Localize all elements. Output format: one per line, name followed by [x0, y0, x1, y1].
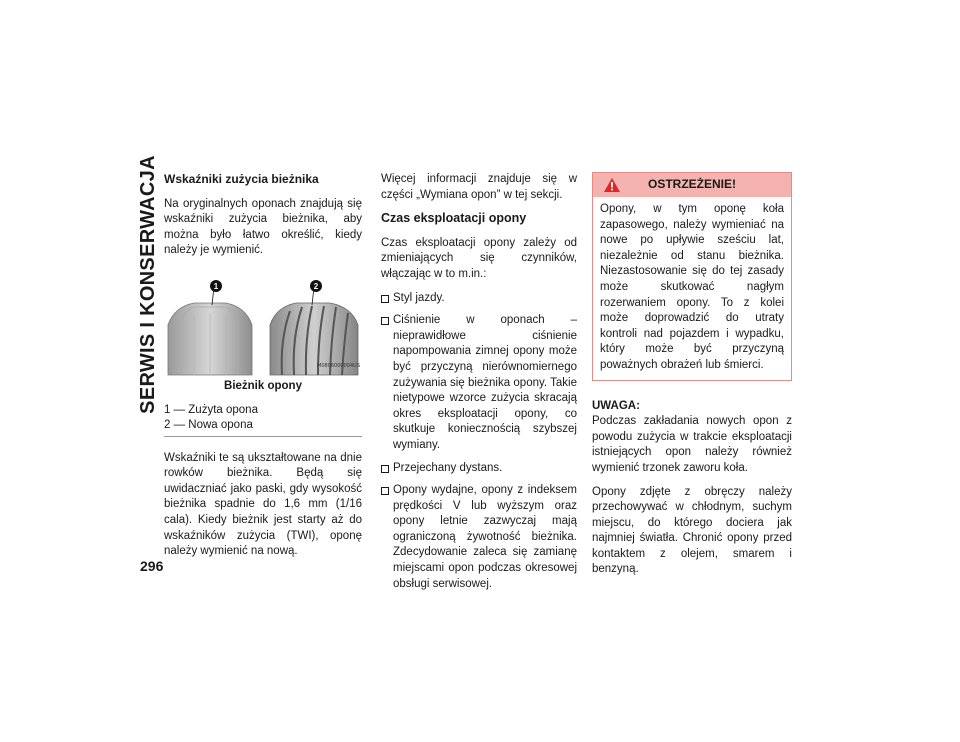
- note-label: UWAGA:: [592, 399, 640, 412]
- factor-list: [381, 291, 577, 593]
- tire-life-lead: Czas eksploatacji opony zależy od zmieniających się czynników, włączając w to m.in.:: [381, 236, 577, 280]
- section-side-title-text: SERWIS I KONSERWACJA: [136, 154, 159, 414]
- intro-paragraph: Na oryginalnych oponach znajdują się wskaźniki zużycia bieżnika, aby można było łatwo określić, kiedy należy je wymienić.: [164, 197, 362, 257]
- checkbox-bullet-icon: [381, 295, 389, 303]
- page-number: 296: [140, 558, 164, 574]
- warning-header: [593, 173, 791, 197]
- callout-2-label: 2: [313, 281, 319, 291]
- figure-code: M0806000004US: [317, 363, 360, 370]
- section-side-title: [136, 154, 159, 414]
- warning-text: Opony, w tym oponę koła zapasowego, należy wymieniać na nowe po upływie sześciu lat, niezależnie od stanu bieżnika. Niezastosowanie się do tej zasady może skutkować nagłym rozerwaniem opony. To z kolei może doprowadzić do utraty kontroli nad pojazdem i wypadku, który może być przyczyną poważnych obrażeń lub śmierci.: [600, 203, 784, 371]
- tire-tread-figure: [164, 279, 362, 377]
- warning-triangle-icon: [603, 177, 621, 193]
- figure-caption: Bieżnik opony: [224, 379, 302, 392]
- column-middle: [381, 172, 577, 599]
- legend-item: 2 — Nowa opona: [164, 418, 253, 431]
- warning-title: OSTRZEŻENIE!: [647, 177, 736, 192]
- more-info-paragraph: Więcej informacji znajduje się w części „Wymiana opon” w tej sekcji.: [381, 173, 577, 201]
- checkbox-bullet-icon: [381, 317, 389, 325]
- callout-1-label: 1: [213, 281, 219, 291]
- warning-box: [592, 172, 792, 381]
- heading-tire-life: Czas eksploatacji opony: [381, 211, 527, 226]
- list-item: Przejechany dystans.: [381, 461, 577, 477]
- tread-indicator-paragraph: Wskaźniki te są ukształtowane na dnie rowków bieżnika. Będą się uwidaczniać jako paski, gdy wysokość bieżnika spadnie do 1,6 mm (1/16 cala). Kiedy bieżnik jest starty aż do wskaźników zużycia (TWI), oponę należy wymienić na nową.: [164, 451, 362, 558]
- column-left: [164, 172, 362, 568]
- heading-tread-wear-indicators: Wskaźniki zużycia bieżnika: [164, 172, 319, 186]
- note-text: Podczas zakładania nowych opon z powodu zużycia w trakcie eksploatacji istniejących opon należy również wymienić trzonek zaworu koła.: [592, 415, 792, 474]
- list-item: Opony wydajne, opony z indeksem prędkości V lub wyższym oraz opony letnie zazwyczaj mają ograniczoną żywotność bieżnika. Zdecydowanie zaleca się zamianę miejscami opon podczas okresowej obsługi serwisowej.: [381, 483, 577, 592]
- worn-tire-graphic: [168, 303, 252, 375]
- list-item: Ciśnienie w oponach – nieprawidłowe ciśnienie napompowania zimnej opony może być przyczyną nierównomiernego zużywania się bieżnika opony. Takie nietypowe wzorce zużycia skracają okres eksploatacji opony, co skutkuje koniecznością szybszej wymiany.: [381, 313, 577, 453]
- storage-paragraph: Opony zdjęte z obręczy należy przechowywać w chłodnym, suchym miejscu, do którego dociera jak najmniej światła. Chronić opony przed kontaktem z olejem, smarem i benzyną.: [592, 485, 792, 576]
- checkbox-bullet-icon: [381, 465, 389, 473]
- legend-divider: [164, 436, 362, 437]
- list-item: Styl jazdy.: [381, 291, 577, 307]
- column-right: [592, 172, 792, 586]
- checkbox-bullet-icon: [381, 487, 389, 495]
- legend-item: 1 — Zużyta opona: [164, 403, 258, 416]
